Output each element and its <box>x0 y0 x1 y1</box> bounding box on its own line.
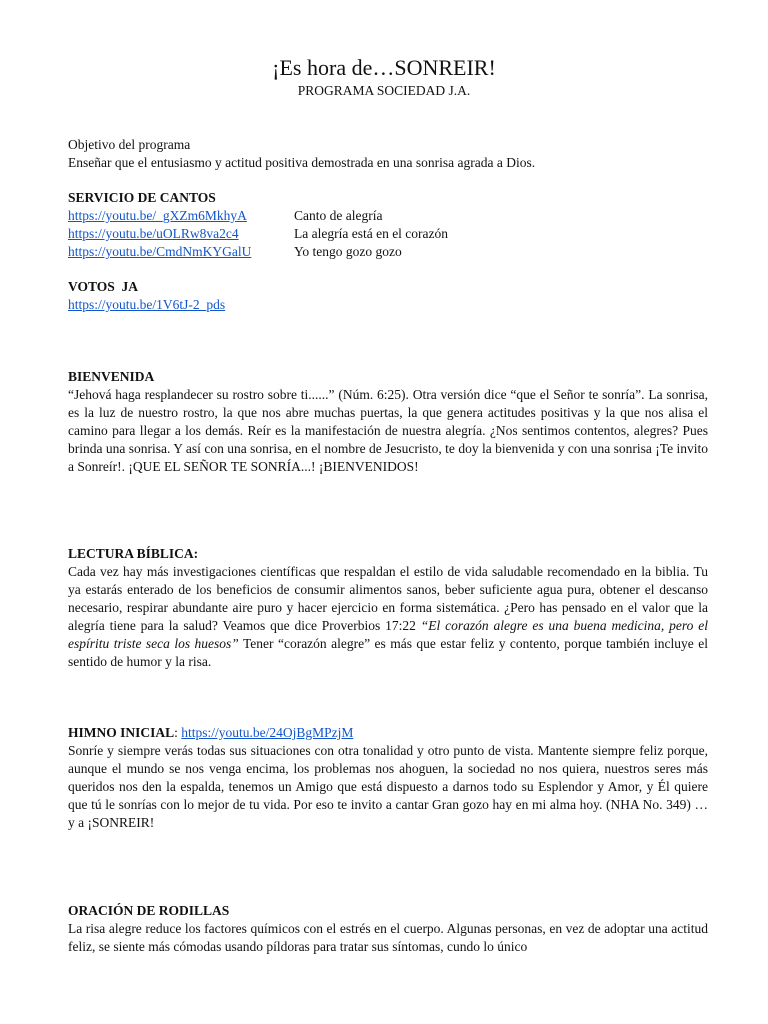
himno-link[interactable]: https://youtu.be/24OjBgMPzjM <box>181 725 354 740</box>
oracion-section <box>68 902 708 956</box>
bienvenida-text: “Jehová haga resplandecer su rostro sobre ti......” (Núm. 6:25). Otra versión dice “que el Señor te sonría”. La sonrisa, es la luz de nuestro rostro, la que nos abre muchas puertas, la que genera actitudes positivas y la que nos alisa el camino para llegar a los demás. Reír es la manifestación de nuestra alegría. ¿Nos sentimos contentos, alegres? Pues brinda una sonrisa. Y así con una sonrisa, en el nombre de Jesucristo, te doy la bienvenida y con una sonrisa ¡Te invito a Sonreír!. ¡QUE EL SEÑOR TE SONRÍA...! ¡BIENVENIDOS! <box>68 387 708 474</box>
bienvenida-section <box>68 368 708 476</box>
song-row <box>68 207 708 225</box>
lectura-text-before: Cada vez hay más investigaciones científicas que respaldan el estilo de vida saludable recomendado en la biblia. Tu ya estarás enterado de los beneficios de consumir alimentos sanos, beber suficiente agua pura, obtener el descanso necesario, respirar abundante aire puro y hacer ejercicio en forma sistemática. ¿Pero has pensado en el valor que la alegría tiene para la salud? Veamos que dice Proverbios 17:22 <box>68 564 708 633</box>
votos-heading: VOTOS JA <box>68 279 138 294</box>
song-title: Yo tengo gozo gozo <box>294 244 402 259</box>
lectura-heading: LECTURA BÍBLICA: <box>68 546 199 561</box>
votos-link[interactable]: https://youtu.be/1V6tJ-2_pds <box>68 297 226 312</box>
song-link[interactable]: https://youtu.be/uOLRw8va2c4 <box>68 226 239 241</box>
oracion-heading: ORACIÓN DE RODILLAS <box>68 903 230 918</box>
oracion-text: La risa alegre reduce los factores químicos con el estrés en el cuerpo. Algunas personas, en vez de adoptar una actitud feliz, se siente más cómodas usando píldoras para tratar sus síntomas, cundo lo único <box>68 921 708 954</box>
song-title: Canto de alegría <box>294 208 383 223</box>
lectura-section <box>68 545 708 671</box>
himno-separator: : <box>174 725 182 740</box>
votos-section <box>68 278 708 314</box>
bienvenida-heading: BIENVENIDA <box>68 369 155 384</box>
objective-section <box>68 136 708 172</box>
page-title: ¡Es hora de…SONREIR! <box>272 55 496 80</box>
lectura-text <box>68 563 708 671</box>
himno-text: Sonríe y siempre verás todas sus situaciones con otra tonalidad y otro punto de vista. Mantente siempre feliz porque, aunque el mundo se nos venga encima, los problemas nos ahoguen, la sociedad no nos quiera, nuestros seres más queridos nos den la espalda, tenemos un Amigo que está dispuesto a darnos todo su Esplendor y Amor, y Él quiere que tú le sonrías con lo mejor de tu vida. Por eso te invito a cantar Gran gozo hay en mi alma hoy. (NHA No. 349) …y a ¡SONREIR! <box>68 743 708 830</box>
objective-label: Objetivo del programa <box>68 137 191 152</box>
lectura-quote: “El corazón alegre es una buena medicina, pero el espíritu triste seca los huesos” <box>68 618 709 651</box>
himno-heading: HIMNO INICIAL <box>68 725 175 740</box>
page-subtitle: PROGRAMA SOCIEDAD J.A. <box>297 83 471 98</box>
song-link[interactable]: https://youtu.be/CmdNmKYGalU <box>68 244 252 259</box>
lectura-text-after: Tener “corazón alegre” es más que estar feliz y contento, porque también incluye el sentido de humor y la risa. <box>68 636 708 669</box>
song-row <box>68 225 708 243</box>
song-title: La alegría está en el corazón <box>294 226 449 241</box>
objective-text: Enseñar que el entusiasmo y actitud positiva demostrada en una sonrisa agrada a Dios. <box>68 155 536 170</box>
song-link[interactable]: https://youtu.be/_gXZm6MkhyA <box>68 208 247 223</box>
songs-section <box>68 189 708 261</box>
himno-section <box>68 724 708 832</box>
song-row <box>68 243 708 261</box>
songs-heading: SERVICIO DE CANTOS <box>68 190 216 205</box>
